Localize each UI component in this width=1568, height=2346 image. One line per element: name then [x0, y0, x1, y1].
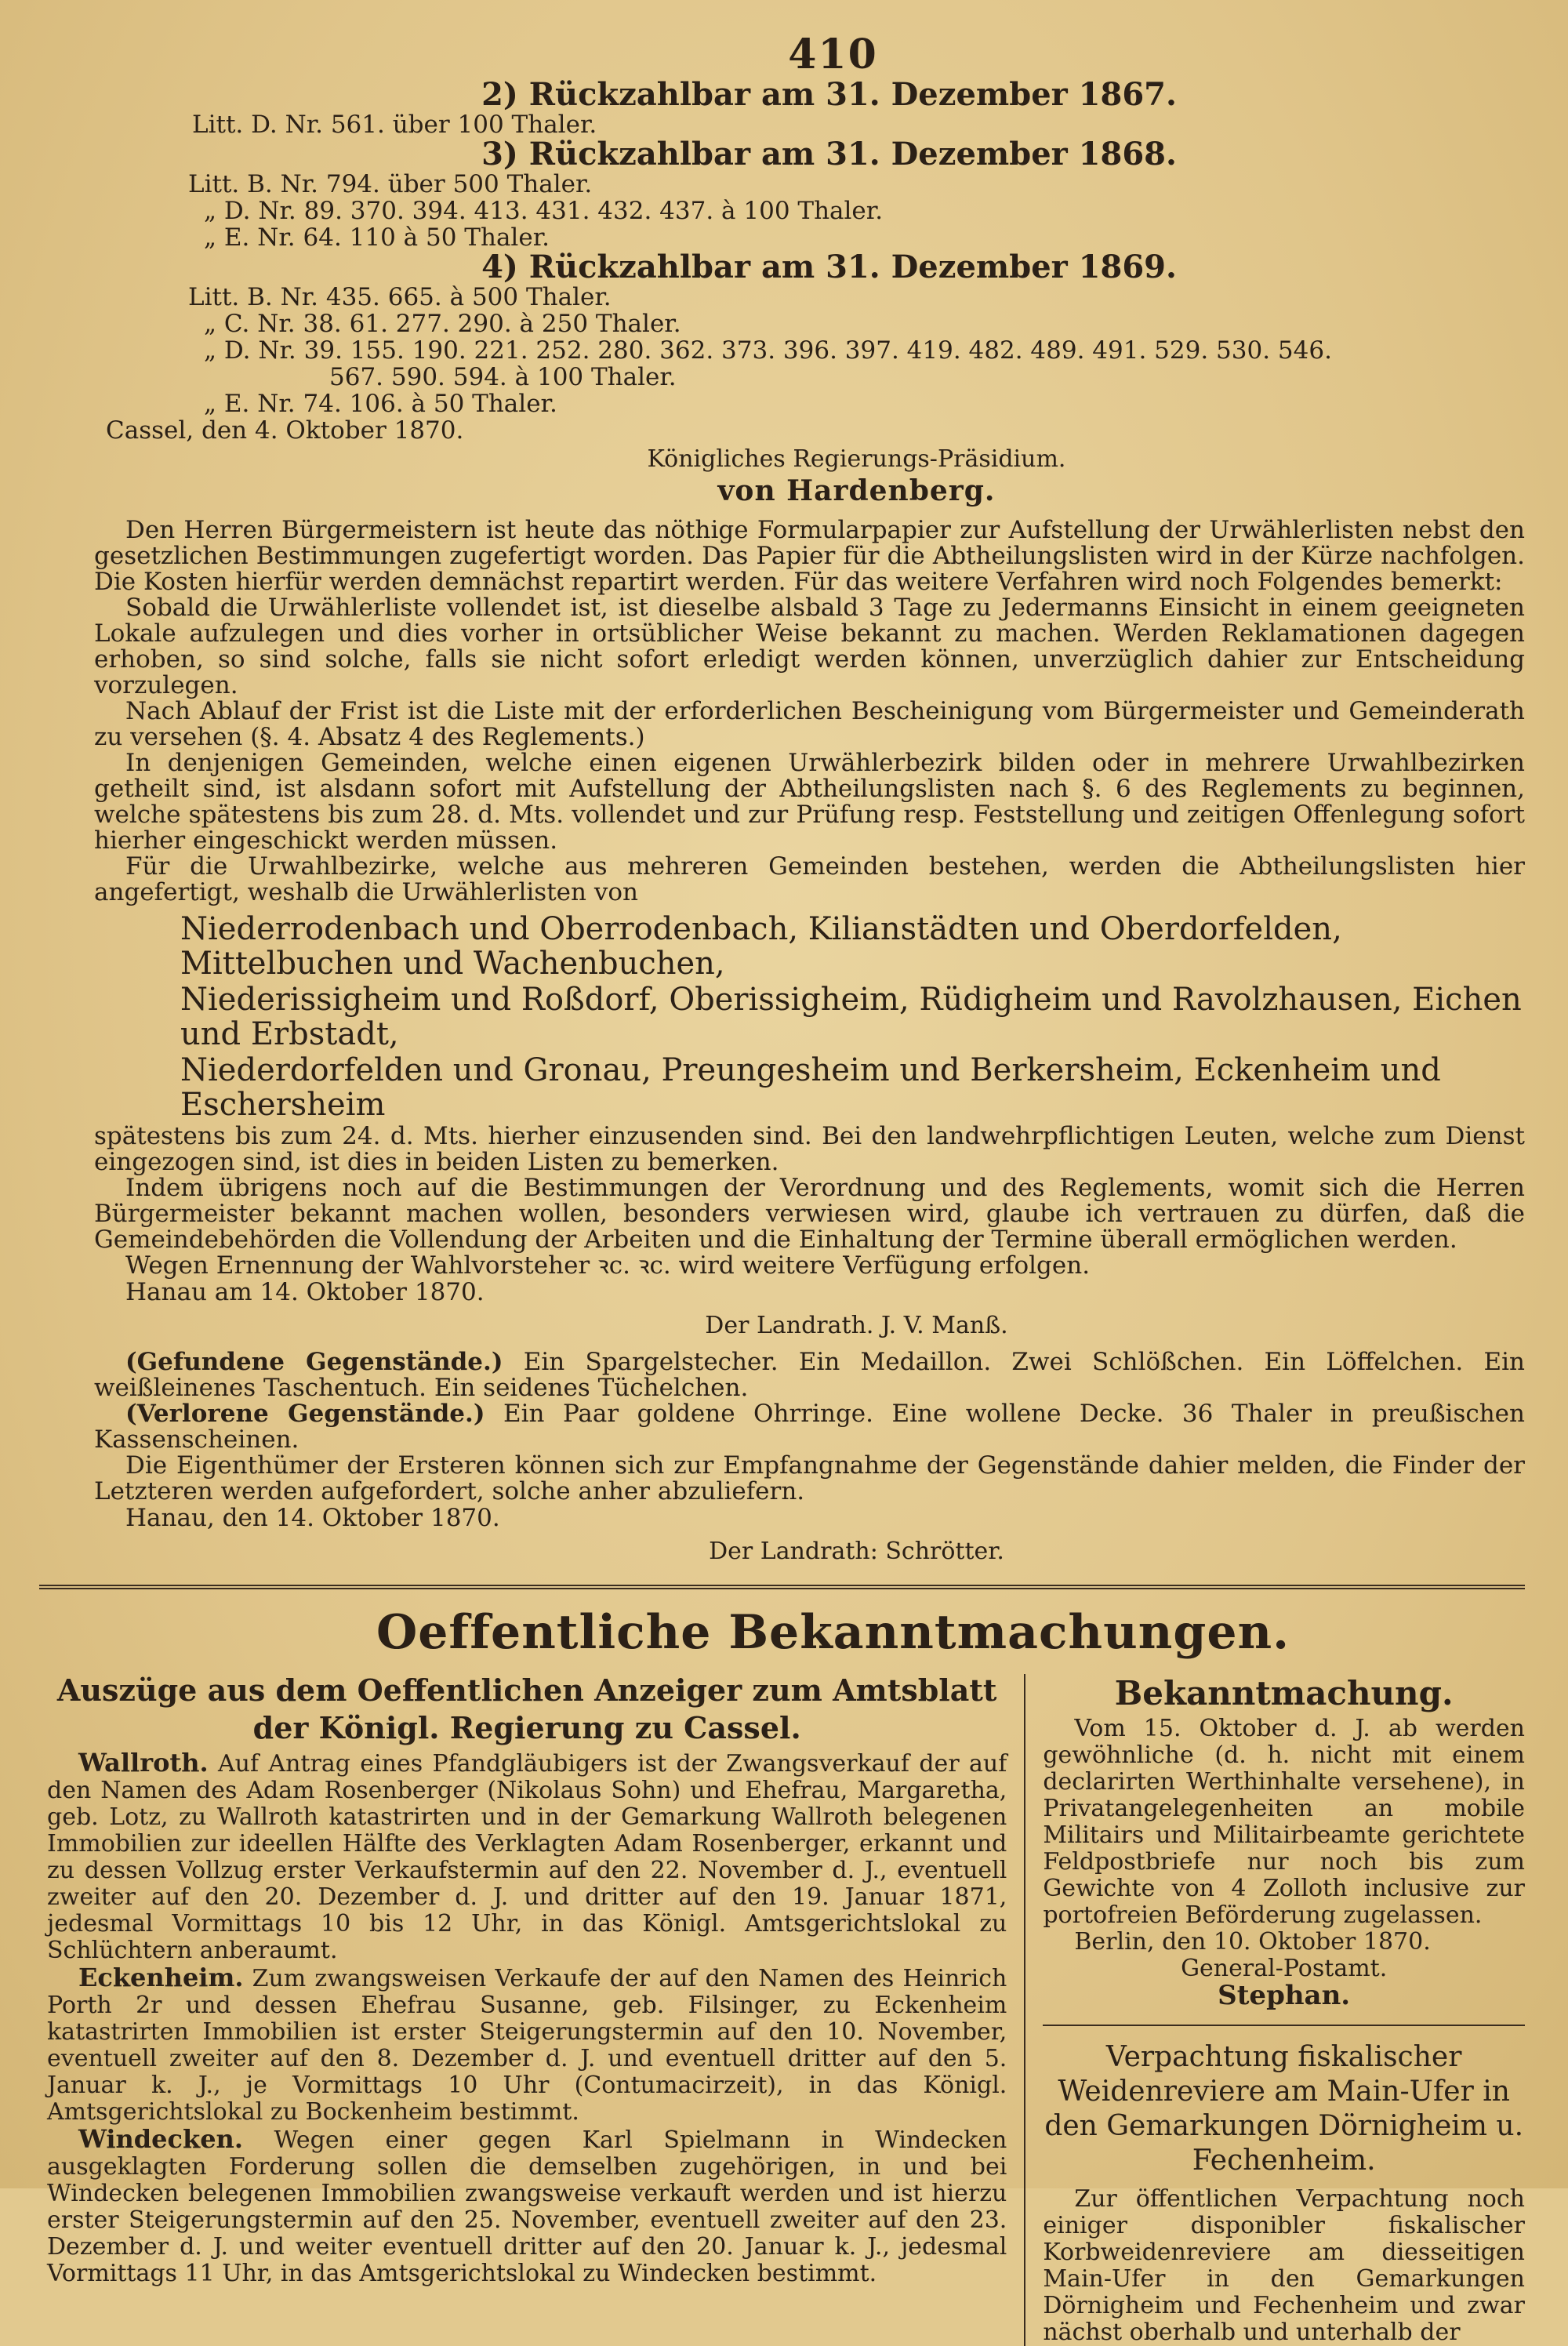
right-office: General-Postamt.	[1181, 1955, 1388, 1982]
two-column-section	[47, 1674, 1525, 2346]
lost-items-text: Ein Paar goldene Ohrringe. Eine wollene Decke. 36 Thaler in preußischen Kassenscheinen.	[94, 1400, 1525, 1454]
place-list-line: Niederissigheim und Roßdorf, Oberissigheim, Rüdigheim und Ravolzhausen, Eichen und Erbstadt,	[180, 982, 1522, 1052]
section-heading-1869: 4) Rückzahlbar am 31. Dezember 1869.	[481, 249, 1177, 285]
lost-items-label: (Verlorene Gegenstände.)	[125, 1400, 485, 1428]
entry-lead: Eckenheim.	[78, 1963, 244, 1992]
section-heading-1868: 3) Rückzahlbar am 31. Dezember 1868.	[481, 136, 1177, 172]
right-title: Verpachtung fiskalischer Weidenreviere am Main-Ufer in den Gemarkungen Dörnigheim u. Fechenheim.	[1044, 2041, 1524, 2177]
page-number: 410	[788, 31, 878, 78]
notice-paragraph: Wegen Ernennung der Wahlvorsteher ꝛc. ꝛc. wird weitere Verfügung erfolgen.	[125, 1251, 1091, 1280]
right-divider	[1043, 2025, 1525, 2026]
lost-items-paragraph	[94, 1401, 1525, 1453]
found-items-label: (Gefundene Gegenstände.)	[125, 1348, 503, 1376]
litt-line: Litt. B. Nr. 794. über 500 Thaler.	[188, 170, 593, 198]
left-heading-line: Auszüge aus dem Oeffentlichen Anzeiger zum Amtsblatt	[56, 1672, 997, 1708]
notice-paragraph: Den Herren Bürgermeistern ist heute das nöthige Formularpapier zur Aufstellung der Urwählerlisten nebst den gesetzlichen Bestimmungen zugefertigt worden. Das Papier für die Abtheilungslisten wird in der Kürze nachfolgen. Die Kosten hierfür werden demnächst repartirt werden. Für das weitere Verfahren wird noch Folgendes bemerkt:	[94, 516, 1525, 596]
right-notice-text: Vom 15. Oktober d. J. ab werden gewöhnliche (d. h. nicht mit einem declarirten Werthinhalte versehene), in Privatangelegenheiten an mobile Militairs und Militairbeamte gerichtete Feldpostbriefe nur noch bis zum Gewichte von 4 Zolloth inclusive zur portofreien Beförderung zugelassen.	[1043, 1715, 1525, 1929]
litt-line: Litt. D. Nr. 561. über 100 Thaler.	[192, 111, 597, 139]
signature-manss: Der Landrath. J. V. Manß.	[705, 1312, 1008, 1339]
place-list-line: Niederdorfelden und Gronau, Preungesheim und Berkersheim, Eckenheim und Eschersheim	[180, 1052, 1441, 1123]
litt-line: 567. 590. 594. à 100 Thaler.	[329, 363, 677, 391]
entry-text: Auf Antrag eines Pfandgläubigers ist der Zwangsverkauf der auf den Namen des Adam Rosenberger (Nikolaus Sohn) und Ehefrau, Margaretha, geb. Lotz, zu Wallroth katastrirten und in der Gemarkung Wallroth belegenen Immobilien zur ideellen Hälfte des Verklagten Adam Rosenberger, erkannt und zu dessen Vollzug erster Verkaufstermin auf den 22. November d. J., eventuell zweiter auf den 20. Dezember d. J. und dritter auf den 19. Januar 1871, jedesmal Vormittags 10 bis 12 Uhr, in das Königl. Amtsgerichtslokal zu Schlüchtern anberaumt.	[47, 1750, 1007, 1964]
found-items-paragraph	[94, 1349, 1525, 1401]
right-column	[1025, 1674, 1525, 2346]
notice-paragraph: Die Eigenthümer der Ersteren können sich zur Empfangnahme der Gegenstände dahier melden, die Finder der Letzteren werden aufgefordert, solche anher abzuliefern.	[94, 1451, 1525, 1505]
dateline-cassel: Cassel, den 4. Oktober 1870.	[106, 416, 464, 445]
notice-paragraph: Sobald die Urwählerliste vollendet ist, ist dieselbe alsbald 3 Tage zu Jedermanns Einsicht in einem geeigneten Lokale aufzulegen und dies vorher in ortsüblicher Weise bekannt zu machen. Werden Reklamationen dagegen erhoben, so sind solche, falls sie nicht sofort erledigt werden können, unverzüglich dahier zur Entscheidung vorzulegen.	[94, 594, 1525, 699]
entry-text: Wegen einer gegen Karl Spielmann in Windecken ausgeklagten Forderung sollen die demselben zugehörigen, in und bei Windecken belegenen Immobilien zwangsweise verkauft werden und ist hierzu erster Steigerungstermin auf den 25. November, eventuell zweiter auf den 23. Dezember d. J. und weiter eventuell dritter auf den 20. Januar k. J., jedesmal Vormittags 11 Uhr, in das Amtsgerichtslokal zu Windecken bestimmt.	[47, 2126, 1007, 2287]
left-column	[47, 1674, 1025, 2346]
main-heading: Oeffentliche Bekanntmachungen.	[376, 1605, 1290, 1660]
entry-windecken	[47, 2126, 1007, 2287]
dateline-hanau: Hanau am 14. Oktober 1870.	[125, 1278, 485, 1306]
signature-hardenberg: von Hardenberg.	[717, 474, 996, 507]
notice-paragraph: In denjenigen Gemeinden, welche einen eigenen Urwählerbezirk bilden oder in mehrere Urwahlbezirken getheilt sind, ist alsdann sofort mit Aufstellung der Abtheilungslisten nach §. 6 des Reglements zu beginnen, welche spätestens bis zum 28. d. Mts. vollendet und zur Prüfung resp. Feststellung und zeitigen Offenlegung sofort hierher eingeschickt werden müssen.	[94, 749, 1525, 855]
right-signature: Stephan.	[1218, 1980, 1351, 2011]
notice-paragraph: Nach Ablauf der Frist ist die Liste mit der erforderlichen Bescheinigung vom Bürgermeister und Gemeinderath zu versehen (§. 4. Absatz 4 des Reglements.)	[94, 697, 1525, 751]
litt-line: Litt. B. Nr. 435. 665. à 500 Thaler.	[188, 283, 612, 311]
entry-wallroth	[47, 1749, 1007, 1964]
right-dateline: Berlin, den 10. Oktober 1870.	[1074, 1928, 1431, 1956]
right-heading: Bekanntmachung.	[1114, 1674, 1454, 1712]
notice-paragraph: Indem übrigens noch auf die Bestimmungen der Verordnung und des Reglements, womit sich die Herren Bürgermeister bekannt machen wollen, besonders verwiesen wird, glaube ich vertrauen zu dürfen, daß die Gemeindebehörden die Vollendung der Arbeiten und die Einhaltung der Termine überall ermöglichen werden.	[94, 1174, 1525, 1254]
litt-line: „ C. Nr. 38. 61. 277. 290. à 250 Thaler.	[204, 310, 681, 338]
litt-line: „ D. Nr. 89. 370. 394. 413. 431. 432. 437. à 100 Thaler.	[204, 197, 884, 225]
signature-schroetter: Der Landrath: Schrötter.	[709, 1538, 1004, 1565]
entry-text: Zum zwangsweisen Verkaufe der auf den Namen des Heinrich Porth 2r und dessen Ehefrau Susanne, geb. Filsinger, zu Eckenheim katastrirten Immobilien ist erster Steigerungstermin auf den 10. November, eventuell zweiter auf den 8. Dezember d. J. und eventuell dritter auf den 5. Januar k. J., je Vormittags 10 Uhr (Contumacirzeit), in das Königl. Amtsgerichtslokal zu Bockenheim bestimmt.	[47, 1965, 1007, 2126]
right-notice-text-2: Zur öffentlichen Verpachtung noch einiger disponibler fiskalischer Korbweidenreviere am diesseitigen Main-Ufer in den Gemarkungen Dörnigheim und Fechenheim und zwar nächst oberhalb und unterhalb der	[1043, 2185, 1525, 2346]
authority-line: Königliches Regierungs-Präsidium.	[647, 445, 1066, 473]
litt-line: „ E. Nr. 64. 110 à 50 Thaler.	[204, 223, 550, 252]
section-heading-1867: 2) Rückzahlbar am 31. Dezember 1867.	[481, 76, 1177, 113]
litt-line: „ E. Nr. 74. 106. à 50 Thaler.	[204, 390, 557, 418]
place-list-line: Niederrodenbach und Oberrodenbach, Kilianstädten und Oberdorfelden, Mittelbuchen und Wachenbuchen,	[180, 911, 1342, 982]
litt-line: „ D. Nr. 39. 155. 190. 221. 252. 280. 362. 373. 396. 397. 419. 482. 489. 491. 529. 530. 546.	[204, 336, 1332, 365]
notice-paragraph: Für die Urwahlbezirke, welche aus mehreren Gemeinden bestehen, werden die Abtheilungslisten hier angefertigt, weshalb die Urwählerlisten von	[94, 852, 1525, 906]
dateline-hanau: Hanau, den 14. Oktober 1870.	[125, 1504, 500, 1532]
entry-lead: Wallroth.	[78, 1748, 209, 1778]
entry-eckenheim	[47, 1964, 1007, 2126]
entry-lead: Windecken.	[78, 2124, 243, 2154]
notice-paragraph: spätestens bis zum 24. d. Mts. hierher einzusenden sind. Bei den landwehrpflichtigen Leuten, welche zum Dienst eingezogen sind, ist dies in beiden Listen zu bemerken.	[94, 1122, 1525, 1176]
section-divider	[39, 1585, 1525, 1589]
found-items-text: Ein Spargelstecher. Ein Medaillon. Zwei Schlößchen. Ein Löffelchen. Ein weißleinenes Taschentuch. Ein seidenes Tüchelchen.	[94, 1348, 1526, 1402]
left-heading-line: der Königl. Regierung zu Cassel.	[252, 1710, 801, 1745]
